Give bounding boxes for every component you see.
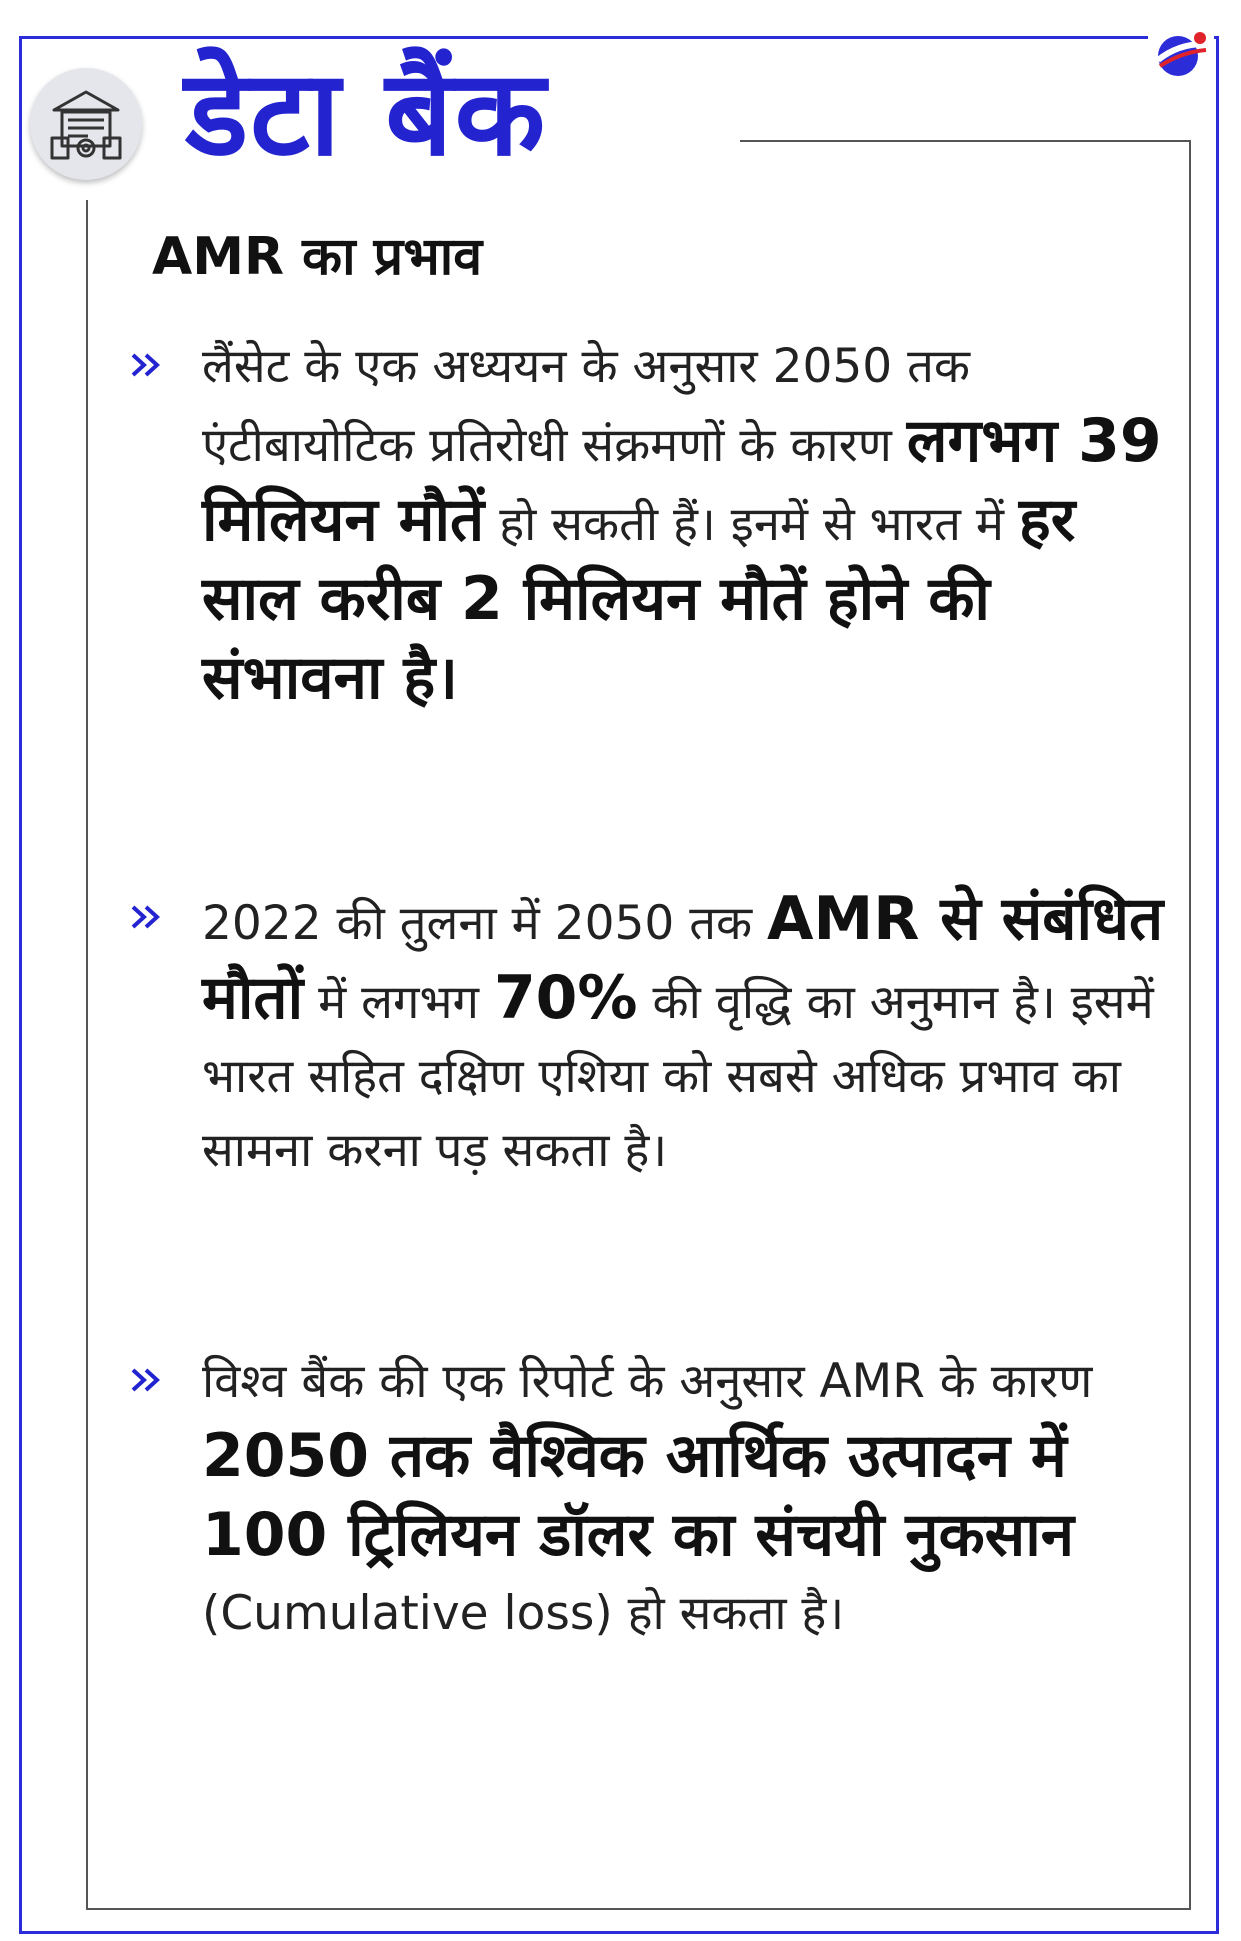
highlight-text: लगभग 39 मिलियन मौतें [202, 406, 1162, 555]
brand-logo-icon [1148, 22, 1214, 88]
highlight-text: 2050 तक वैश्विक आर्थिक उत्पादन में 100 ट्रिलियन डॉलर का संचयी नुकसान [202, 1421, 1075, 1570]
bullet-text-segment: 2022 की तुलना में 2050 तक [202, 896, 768, 951]
highlight-text: 70% [493, 963, 638, 1033]
double-chevron-right-icon [130, 1367, 164, 1397]
bullet-text-segment: हो सकती हैं। इनमें से भारत में [484, 497, 1019, 552]
highlight-text: AMR से संबंधित मौतों [202, 884, 1164, 1033]
double-chevron-right-icon [130, 352, 164, 382]
bullet-text-segment: में लगभग [303, 975, 494, 1030]
section-heading: AMR का प्रभाव [152, 227, 483, 287]
bullet-text-segment: (Cumulative loss) हो सकता है। [202, 1586, 845, 1641]
bullet-item-1 [120, 330, 1180, 720]
bullet-text-segment: की वृद्धि का अनुमान है। इसमें भारत सहित दक्षिण एशिया को सबसे अधिक प्रभाव का सामना करना पड़ सकता है। [202, 975, 1154, 1178]
highlight-text: हर साल करीब 2 मिलियन मौतें होने की संभावना है। [202, 485, 1076, 713]
bullet-item-3 [120, 1345, 1180, 1651]
bullet-text [202, 1345, 1170, 1651]
bullet-text-segment: लैंसेट के एक अध्ययन के अनुसार 2050 तक एंटीबायोटिक प्रतिरोधी संक्रमणों के कारण [202, 339, 971, 473]
page-title: डेटा बैंक [185, 44, 548, 182]
bullet-text-segment: विश्व बैंक की एक रिपोर्ट के अनुसार AMR के कारण [202, 1354, 1093, 1409]
bullet-text [202, 330, 1170, 720]
data-center-gear-icon [30, 68, 142, 180]
bullet-text [202, 882, 1170, 1188]
double-chevron-right-icon [130, 904, 164, 934]
bullet-item-2 [120, 882, 1180, 1188]
